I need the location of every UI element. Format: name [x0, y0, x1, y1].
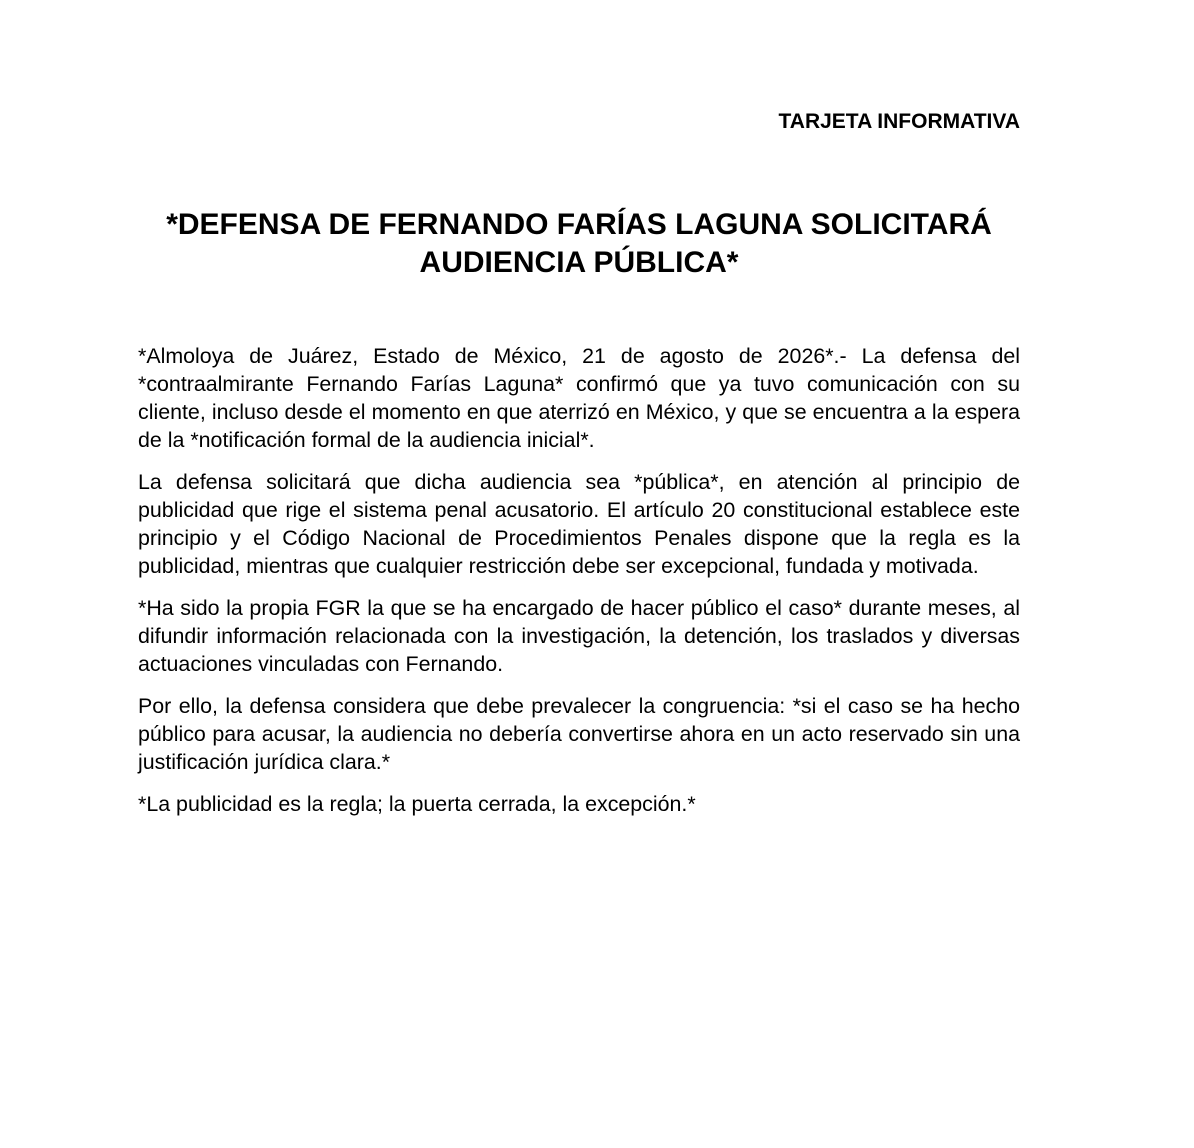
headline-line-2: AUDIENCIA PÚBLICA*	[419, 246, 739, 279]
paragraph-closing: *La publicidad es la regla; la puerta cerrada, la excepción.*	[138, 792, 696, 816]
body-text	[138, 342, 1020, 832]
headline	[138, 206, 1020, 282]
document-type-label: TARJETA INFORMATIVA	[778, 110, 1020, 133]
paragraph-intro: *Almoloya de Juárez, Estado de México, 21 de agosto de 2026*.- La defensa del *contraalmirante Fernando Farías Laguna* confirmó que ya tuvo comunicación con su cliente, incluso desde el momento en que aterrizó en México, y que se encuentra a la espera de la *notificación formal de la audiencia inicial*.	[138, 344, 1020, 452]
paragraph-fgr: *Ha sido la propia FGR la que se ha encargado de hacer público el caso* durante meses, al difundir información relacionada con la investigación, la detención, los traslados y diversas actuaciones vinculadas con Fernando.	[138, 596, 1020, 676]
paragraph-congruence: Por ello, la defensa considera que debe prevalecer la congruencia: *si el caso se ha hecho público para acusar, la audiencia no debería convertirse ahora en un acto reservado sin una justificación jurídica clara.*	[138, 694, 1020, 774]
headline-line-1: *DEFENSA DE FERNANDO FARÍAS LAGUNA SOLICITARÁ	[166, 208, 992, 241]
paragraph-request: La defensa solicitará que dicha audiencia sea *pública*, en atención al principio de publicidad que rige el sistema penal acusatorio. El artículo 20 constitucional establece este principio y el Código Nacional de Procedimientos Penales dispone que la regla es la publicidad, mientras que cualquier restricción debe ser excepcional, fundada y motivada.	[138, 470, 1020, 578]
